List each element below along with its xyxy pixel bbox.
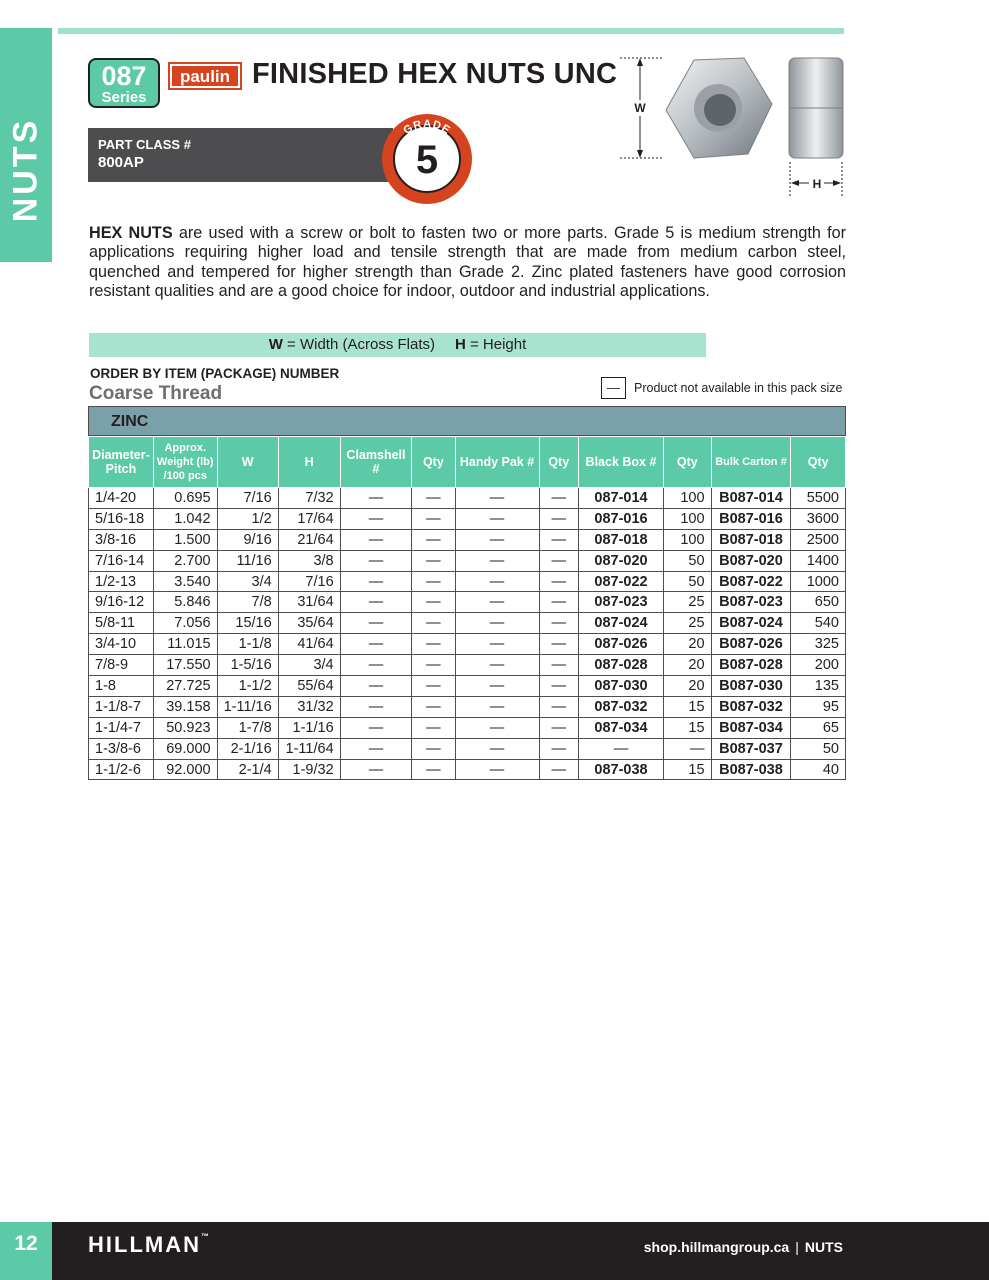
cell-h: 17/64 xyxy=(278,508,340,529)
cell-handy-pak-qty: — xyxy=(539,613,578,634)
cell-clamshell: — xyxy=(340,592,412,613)
not-available-text: Product not available in this pack size xyxy=(634,381,843,395)
part-class-box xyxy=(88,128,393,182)
cell-clamshell-qty: — xyxy=(412,488,455,509)
cell-handy-pak-qty: — xyxy=(539,655,578,676)
side-section-tab xyxy=(0,28,52,262)
cell-weight: 27.725 xyxy=(153,676,217,697)
cell-weight: 7.056 xyxy=(153,613,217,634)
cell-black-box: 087-038 xyxy=(578,759,663,780)
cell-black-box-qty: 25 xyxy=(664,613,712,634)
cell-h: 7/32 xyxy=(278,488,340,509)
cell-bulk-carton: B087-037 xyxy=(711,738,791,759)
spec-table xyxy=(88,436,846,780)
header-handy-pak-qty: Qty xyxy=(539,437,578,488)
cell-h: 21/64 xyxy=(278,529,340,550)
cell-handy-pak: — xyxy=(455,571,539,592)
cell-w: 1-1/8 xyxy=(217,634,278,655)
cell-handy-pak: — xyxy=(455,488,539,509)
cell-clamshell-qty: — xyxy=(412,759,455,780)
header-handy-pak: Handy Pak # xyxy=(455,437,539,488)
cell-diameter-pitch: 7/16-14 xyxy=(89,550,154,571)
cell-bulk-carton: B087-026 xyxy=(711,634,791,655)
cell-black-box: 087-023 xyxy=(578,592,663,613)
cell-h: 41/64 xyxy=(278,634,340,655)
cell-bulk-carton: B087-038 xyxy=(711,759,791,780)
cell-w: 7/8 xyxy=(217,592,278,613)
cell-diameter-pitch: 1/2-13 xyxy=(89,571,154,592)
cell-weight: 92.000 xyxy=(153,759,217,780)
cell-w: 3/4 xyxy=(217,571,278,592)
cell-weight: 3.540 xyxy=(153,571,217,592)
cell-bulk-carton-qty: 1000 xyxy=(791,571,846,592)
legend-h-key: H xyxy=(454,336,466,353)
header-black-box: Black Box # xyxy=(578,437,663,488)
grade-label: GRADE xyxy=(401,118,453,138)
table-row xyxy=(89,571,846,592)
header-clamshell-qty: Qty xyxy=(412,437,455,488)
paulin-logo xyxy=(168,62,242,90)
cell-clamshell: — xyxy=(340,759,412,780)
cell-black-box: 087-026 xyxy=(578,634,663,655)
cell-bulk-carton: B087-028 xyxy=(711,655,791,676)
header-weight: Approx. Weight (lb) /100 pcs xyxy=(153,437,217,488)
cell-h: 3/8 xyxy=(278,550,340,571)
cell-clamshell-qty: — xyxy=(412,676,455,697)
cell-black-box-qty: 50 xyxy=(664,571,712,592)
cell-weight: 1.500 xyxy=(153,529,217,550)
cell-bulk-carton-qty: 540 xyxy=(791,613,846,634)
footer-url[interactable]: shop.hillmangroup.ca xyxy=(643,1239,790,1255)
intro-paragraph xyxy=(89,224,846,302)
cell-handy-pak-qty: — xyxy=(539,759,578,780)
cell-handy-pak-qty: — xyxy=(539,550,578,571)
cell-clamshell-qty: — xyxy=(412,550,455,571)
cell-w: 2-1/4 xyxy=(217,759,278,780)
legend-w-text: = Width (Across Flats) xyxy=(282,336,435,353)
legend-h-text: = Height xyxy=(465,336,527,353)
cell-w: 1-7/8 xyxy=(217,717,278,738)
not-available-symbol: — xyxy=(601,377,626,399)
cell-handy-pak-qty: — xyxy=(539,592,578,613)
cell-bulk-carton: B087-032 xyxy=(711,696,791,717)
cell-h: 1-11/64 xyxy=(278,738,340,759)
cell-handy-pak: — xyxy=(455,696,539,717)
footer-separator: | xyxy=(795,1239,799,1255)
cell-w: 1/2 xyxy=(217,508,278,529)
cell-black-box: 087-028 xyxy=(578,655,663,676)
cell-black-box-qty: 50 xyxy=(664,550,712,571)
cell-diameter-pitch: 5/16-18 xyxy=(89,508,154,529)
cell-bulk-carton-qty: 50 xyxy=(791,738,846,759)
cell-handy-pak-qty: — xyxy=(539,696,578,717)
cell-bulk-carton: B087-034 xyxy=(711,717,791,738)
header-bulk-carton: Bulk Carton # xyxy=(711,437,791,488)
table-row xyxy=(89,634,846,655)
hex-nut-figure xyxy=(614,54,854,199)
intro-text: are used with a screw or bolt to fasten two or more parts. Grade 5 is medium strength for applications requiring higher load and tensile strength that are made from medium carbon steel, quenched and tempered for higher strength than Grade 2. Zinc plated fasteners have good corrosion resistant qualities and are a good choice for indoor, outdoor and industrial applications. xyxy=(89,224,846,301)
cell-black-box: 087-016 xyxy=(578,508,663,529)
table-row xyxy=(89,613,846,634)
cell-black-box: 087-020 xyxy=(578,550,663,571)
cell-black-box: 087-024 xyxy=(578,613,663,634)
footer-right xyxy=(644,1239,843,1255)
cell-clamshell: — xyxy=(340,717,412,738)
cell-black-box: 087-014 xyxy=(578,488,663,509)
page-footer xyxy=(0,1222,989,1280)
header-diameter-pitch: Diameter-Pitch xyxy=(89,437,154,488)
cell-clamshell-qty: — xyxy=(412,571,455,592)
cell-w: 11/16 xyxy=(217,550,278,571)
cell-diameter-pitch: 3/4-10 xyxy=(89,634,154,655)
table-row xyxy=(89,550,846,571)
cell-clamshell-qty: — xyxy=(412,655,455,676)
finish-heading: ZINC xyxy=(88,406,846,436)
header-h: H xyxy=(278,437,340,488)
table-row xyxy=(89,592,846,613)
cell-clamshell: — xyxy=(340,696,412,717)
cell-clamshell: — xyxy=(340,613,412,634)
cell-bulk-carton-qty: 200 xyxy=(791,655,846,676)
cell-handy-pak: — xyxy=(455,676,539,697)
part-class-label: PART CLASS # xyxy=(98,137,191,152)
cell-bulk-carton-qty: 135 xyxy=(791,676,846,697)
cell-black-box-qty: 20 xyxy=(664,634,712,655)
not-available-note xyxy=(601,377,842,399)
figure-h-label: H xyxy=(812,177,822,191)
cell-clamshell: — xyxy=(340,508,412,529)
cell-bulk-carton-qty: 95 xyxy=(791,696,846,717)
cell-black-box-qty: 15 xyxy=(664,717,712,738)
dimension-legend xyxy=(89,333,706,357)
figure-w-label: W xyxy=(634,101,646,115)
cell-black-box: 087-034 xyxy=(578,717,663,738)
cell-w: 15/16 xyxy=(217,613,278,634)
cell-diameter-pitch: 7/8-9 xyxy=(89,655,154,676)
cell-bulk-carton: B087-016 xyxy=(711,508,791,529)
header-w: W xyxy=(217,437,278,488)
cell-black-box: — xyxy=(578,738,663,759)
cell-w: 1-5/16 xyxy=(217,655,278,676)
cell-bulk-carton: B087-023 xyxy=(711,592,791,613)
cell-weight: 11.015 xyxy=(153,634,217,655)
cell-diameter-pitch: 1/4-20 xyxy=(89,488,154,509)
cell-handy-pak-qty: — xyxy=(539,488,578,509)
cell-clamshell-qty: — xyxy=(412,634,455,655)
cell-clamshell: — xyxy=(340,571,412,592)
cell-diameter-pitch: 9/16-12 xyxy=(89,592,154,613)
cell-black-box-qty: 20 xyxy=(664,676,712,697)
cell-black-box: 087-030 xyxy=(578,676,663,697)
side-tab-label: NUTS xyxy=(6,117,45,223)
cell-handy-pak-qty: — xyxy=(539,717,578,738)
cell-handy-pak: — xyxy=(455,717,539,738)
cell-handy-pak: — xyxy=(455,592,539,613)
footer-section: NUTS xyxy=(804,1239,843,1255)
cell-clamshell: — xyxy=(340,655,412,676)
cell-black-box-qty: 25 xyxy=(664,592,712,613)
table-row xyxy=(89,738,846,759)
cell-h: 3/4 xyxy=(278,655,340,676)
cell-w: 7/16 xyxy=(217,488,278,509)
cell-black-box-qty: 100 xyxy=(664,529,712,550)
cell-bulk-carton-qty: 40 xyxy=(791,759,846,780)
cell-h: 7/16 xyxy=(278,571,340,592)
header-black-box-qty: Qty xyxy=(664,437,712,488)
cell-bulk-carton-qty: 3600 xyxy=(791,508,846,529)
cell-handy-pak: — xyxy=(455,529,539,550)
cell-clamshell-qty: — xyxy=(412,592,455,613)
intro-lead: HEX NUTS xyxy=(89,224,173,242)
table-row xyxy=(89,508,846,529)
cell-diameter-pitch: 1-3/8-6 xyxy=(89,738,154,759)
cell-weight: 2.700 xyxy=(153,550,217,571)
cell-black-box: 087-022 xyxy=(578,571,663,592)
part-class-value: 800AP xyxy=(98,154,144,171)
page-title: FINISHED HEX NUTS UNC xyxy=(252,58,618,90)
cell-weight: 5.846 xyxy=(153,592,217,613)
cell-handy-pak-qty: — xyxy=(539,634,578,655)
cell-clamshell-qty: — xyxy=(412,696,455,717)
cell-black-box: 087-032 xyxy=(578,696,663,717)
cell-bulk-carton: B087-020 xyxy=(711,550,791,571)
grade-badge xyxy=(380,112,474,206)
page-number: 12 xyxy=(0,1222,52,1280)
cell-handy-pak: — xyxy=(455,655,539,676)
cell-h: 35/64 xyxy=(278,613,340,634)
cell-black-box-qty: 100 xyxy=(664,508,712,529)
hillman-wordmark: HILLMAN xyxy=(88,1232,201,1257)
cell-bulk-carton: B087-018 xyxy=(711,529,791,550)
series-badge xyxy=(88,58,160,108)
cell-weight: 17.550 xyxy=(153,655,217,676)
cell-clamshell-qty: — xyxy=(412,717,455,738)
order-by-heading: ORDER BY ITEM (PACKAGE) NUMBER xyxy=(90,366,340,381)
cell-clamshell-qty: — xyxy=(412,613,455,634)
cell-handy-pak: — xyxy=(455,738,539,759)
table-header-row xyxy=(89,437,846,488)
header-clamshell: Clamshell # xyxy=(340,437,412,488)
cell-handy-pak: — xyxy=(455,508,539,529)
cell-weight: 50.923 xyxy=(153,717,217,738)
thread-type-heading: Coarse Thread xyxy=(89,383,223,404)
cell-w: 9/16 xyxy=(217,529,278,550)
cell-weight: 1.042 xyxy=(153,508,217,529)
cell-diameter-pitch: 1-1/8-7 xyxy=(89,696,154,717)
series-label: Series xyxy=(101,89,147,106)
table-row xyxy=(89,655,846,676)
cell-bulk-carton: B087-030 xyxy=(711,676,791,697)
cell-black-box-qty: 15 xyxy=(664,759,712,780)
table-row xyxy=(89,676,846,697)
hillman-logo xyxy=(88,1232,209,1258)
cell-clamshell-qty: — xyxy=(412,738,455,759)
series-number: 087 xyxy=(101,61,147,91)
cell-diameter-pitch: 1-8 xyxy=(89,676,154,697)
cell-clamshell: — xyxy=(340,550,412,571)
cell-handy-pak: — xyxy=(455,634,539,655)
cell-clamshell: — xyxy=(340,529,412,550)
cell-weight: 69.000 xyxy=(153,738,217,759)
table-row xyxy=(89,488,846,509)
cell-handy-pak: — xyxy=(455,550,539,571)
cell-clamshell: — xyxy=(340,738,412,759)
cell-black-box-qty: 100 xyxy=(664,488,712,509)
table-row xyxy=(89,759,846,780)
cell-diameter-pitch: 5/8-11 xyxy=(89,613,154,634)
cell-weight: 39.158 xyxy=(153,696,217,717)
cell-h: 31/64 xyxy=(278,592,340,613)
cell-clamshell: — xyxy=(340,676,412,697)
cell-handy-pak-qty: — xyxy=(539,571,578,592)
legend-w-key: W xyxy=(268,336,283,353)
cell-bulk-carton-qty: 325 xyxy=(791,634,846,655)
cell-bulk-carton-qty: 2500 xyxy=(791,529,846,550)
cell-weight: 0.695 xyxy=(153,488,217,509)
cell-bulk-carton-qty: 650 xyxy=(791,592,846,613)
cell-clamshell: — xyxy=(340,634,412,655)
cell-h: 55/64 xyxy=(278,676,340,697)
grade-value: 5 xyxy=(415,138,439,182)
cell-w: 1-11/16 xyxy=(217,696,278,717)
cell-black-box-qty: 15 xyxy=(664,696,712,717)
cell-clamshell-qty: — xyxy=(412,529,455,550)
cell-black-box-qty: 20 xyxy=(664,655,712,676)
cell-handy-pak-qty: — xyxy=(539,738,578,759)
header-bulk-carton-qty: Qty xyxy=(791,437,846,488)
table-row xyxy=(89,717,846,738)
cell-h: 1-9/32 xyxy=(278,759,340,780)
top-rule xyxy=(58,28,844,34)
cell-bulk-carton-qty: 1400 xyxy=(791,550,846,571)
table-row xyxy=(89,529,846,550)
cell-bulk-carton-qty: 65 xyxy=(791,717,846,738)
cell-handy-pak-qty: — xyxy=(539,508,578,529)
cell-clamshell-qty: — xyxy=(412,508,455,529)
cell-handy-pak-qty: — xyxy=(539,529,578,550)
cell-handy-pak: — xyxy=(455,613,539,634)
cell-black-box-qty: — xyxy=(664,738,712,759)
cell-h: 1-1/16 xyxy=(278,717,340,738)
cell-bulk-carton: B087-022 xyxy=(711,571,791,592)
cell-handy-pak-qty: — xyxy=(539,676,578,697)
cell-bulk-carton-qty: 5500 xyxy=(791,488,846,509)
cell-black-box: 087-018 xyxy=(578,529,663,550)
cell-handy-pak: — xyxy=(455,759,539,780)
cell-diameter-pitch: 1-1/4-7 xyxy=(89,717,154,738)
cell-w: 1-1/2 xyxy=(217,676,278,697)
cell-h: 31/32 xyxy=(278,696,340,717)
cell-clamshell: — xyxy=(340,488,412,509)
cell-bulk-carton: B087-014 xyxy=(711,488,791,509)
cell-bulk-carton: B087-024 xyxy=(711,613,791,634)
cell-w: 2-1/16 xyxy=(217,738,278,759)
cell-diameter-pitch: 3/8-16 xyxy=(89,529,154,550)
svg-text:paulin: paulin xyxy=(179,67,231,86)
hillman-trademark: ™ xyxy=(200,1232,209,1241)
cell-diameter-pitch: 1-1/2-6 xyxy=(89,759,154,780)
table-row xyxy=(89,696,846,717)
